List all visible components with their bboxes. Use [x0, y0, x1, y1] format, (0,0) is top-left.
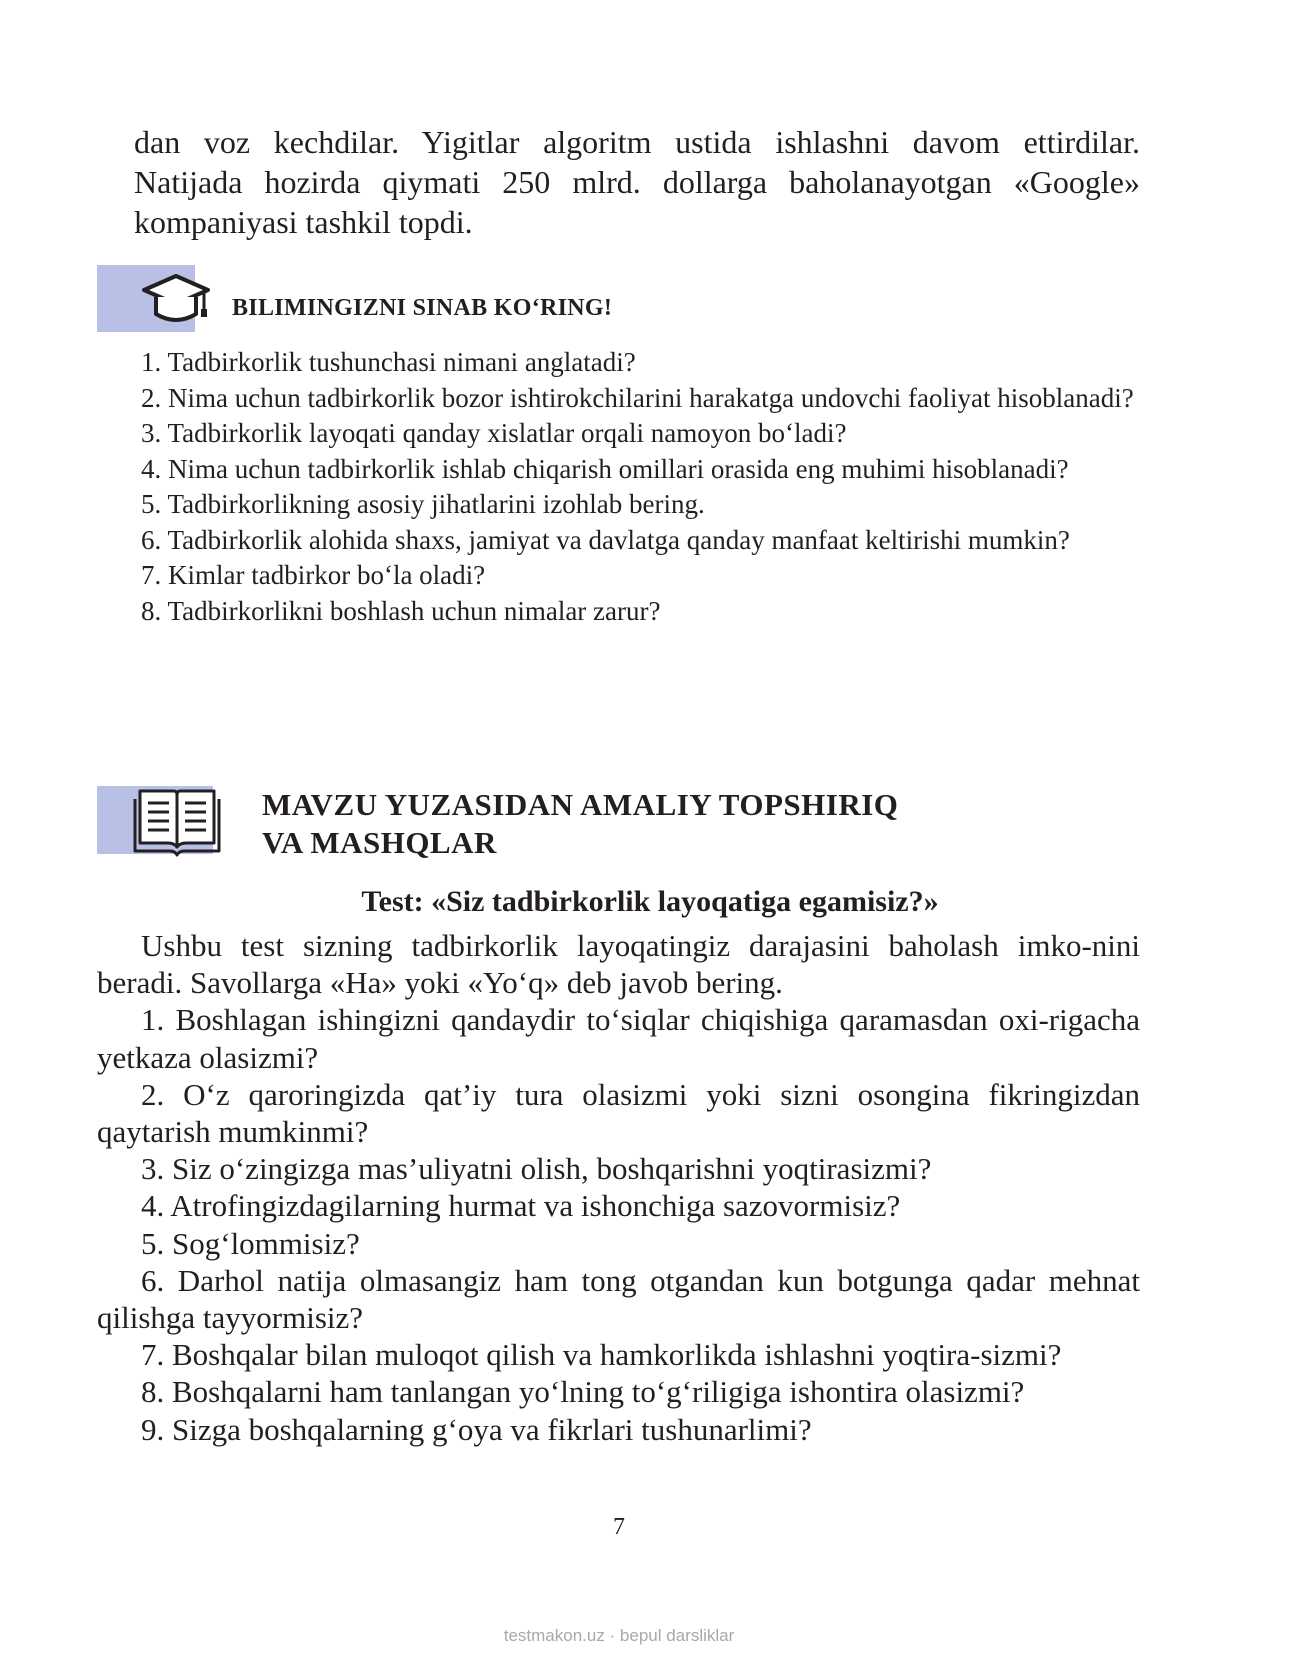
- list-item: 5. Sog‘lommisiz?: [141, 1225, 360, 1261]
- section2-title-line: VA MASHQLAR: [262, 825, 497, 860]
- list-item: 7. Kimlar tadbirkor bo‘la oladi?: [141, 560, 486, 590]
- list-item: 8. Tadbirkorlikni boshlash uchun nimalar zarur?: [141, 595, 661, 626]
- list-item: 3. Siz o‘zingizga mas’uliyatni olish, boshqarishni yoqtirasizmi?: [141, 1151, 932, 1187]
- list-item: 8. Boshqalarni ham tanlangan yo‘lning to‘g‘riligiga ishontira olasizmi?: [141, 1374, 1025, 1410]
- list-item: 7. Boshqalar bilan muloqot qilish va hamkorlikda ishlashni yoqtira-sizmi?: [141, 1337, 1062, 1373]
- list-item: 2. O‘z qaroringizda qat’iy tura olasizmi yoki sizni osongina fikringizdan qaytarish mumkinmi?: [97, 1076, 1140, 1150]
- list-item: 3. Tadbirkorlik layoqati qanday xislatlar orqali namoyon bo‘ladi?: [141, 418, 847, 448]
- section2-title-line: MAVZU YUZASIDAN AMALIY TOPSHIRIQ: [262, 787, 899, 822]
- list-item: 6. Darhol natija olmasangiz ham tong otgandan kun botgunga qadar mehnat qilishga tayyormisiz?: [97, 1262, 1140, 1336]
- intro-paragraph: [134, 122, 1140, 242]
- open-book-icon: [132, 781, 222, 859]
- list-item: 5. Tadbirkorlikning asosiy jihatlarini izohlab bering.: [141, 489, 705, 519]
- list-item: 1. Boshlagan ishingizni qandaydir to‘siqlar chiqishiga qaramasdan oxi-rigacha yetkaza olasizmi?: [97, 1002, 1140, 1075]
- review-questions-list: [97, 345, 1140, 629]
- list-item: 4. Nima uchun tadbirkorlik ishlab chiqarish omillari orasida eng muhimi hisoblanadi?: [141, 453, 1069, 484]
- section1-title: BILIMINGIZNI SINAB KO‘RING!: [232, 295, 613, 321]
- list-item: 2. Nima uchun tadbirkorlik bozor ishtirokchilarini harakatga undovchi faoliyat hisoblanadi?: [141, 382, 1134, 413]
- intro-line: kompaniyasi tashkil topdi.: [134, 204, 473, 240]
- list-item: 6. Tadbirkorlik alohida shaxs, jamiyat va davlatga qanday manfaat keltirishi mumkin?: [141, 524, 1070, 555]
- list-item: 4. Atrofingizdagilarning hurmat va ishonchiga sazovormisiz?: [141, 1188, 901, 1224]
- test-intro: Ushbu test sizning tadbirkorlik layoqatingiz darajasini baholash imko-nini beradi. Savollarga «Ha» yoki «Yo‘q» deb javob bering.: [97, 928, 1140, 1001]
- intro-line: Natijada hozirda qiymati 250 mlrd. dollarga baholanayotgan «Google»: [134, 164, 1140, 200]
- test-questions-list: [97, 927, 1140, 1448]
- intro-line: dan voz kechdilar. Yigitlar algoritm ustida ishlashni davom ettirdilar.: [134, 124, 1140, 160]
- graduation-cap-icon: [140, 270, 214, 330]
- list-item: 9. Sizga boshqalarning g‘oya va fikrlari tushunarlimi?: [141, 1411, 812, 1447]
- watermark-text: testmakon.uz · bepul darsliklar: [503, 1626, 735, 1645]
- page-number: 7: [613, 1514, 625, 1540]
- list-item: 1. Tadbirkorlik tushunchasi nimani anglatadi?: [141, 347, 636, 377]
- test-title: Test: «Siz tadbirkorlik layoqatiga egamisiz?»: [361, 885, 939, 918]
- section2-title: [262, 786, 898, 862]
